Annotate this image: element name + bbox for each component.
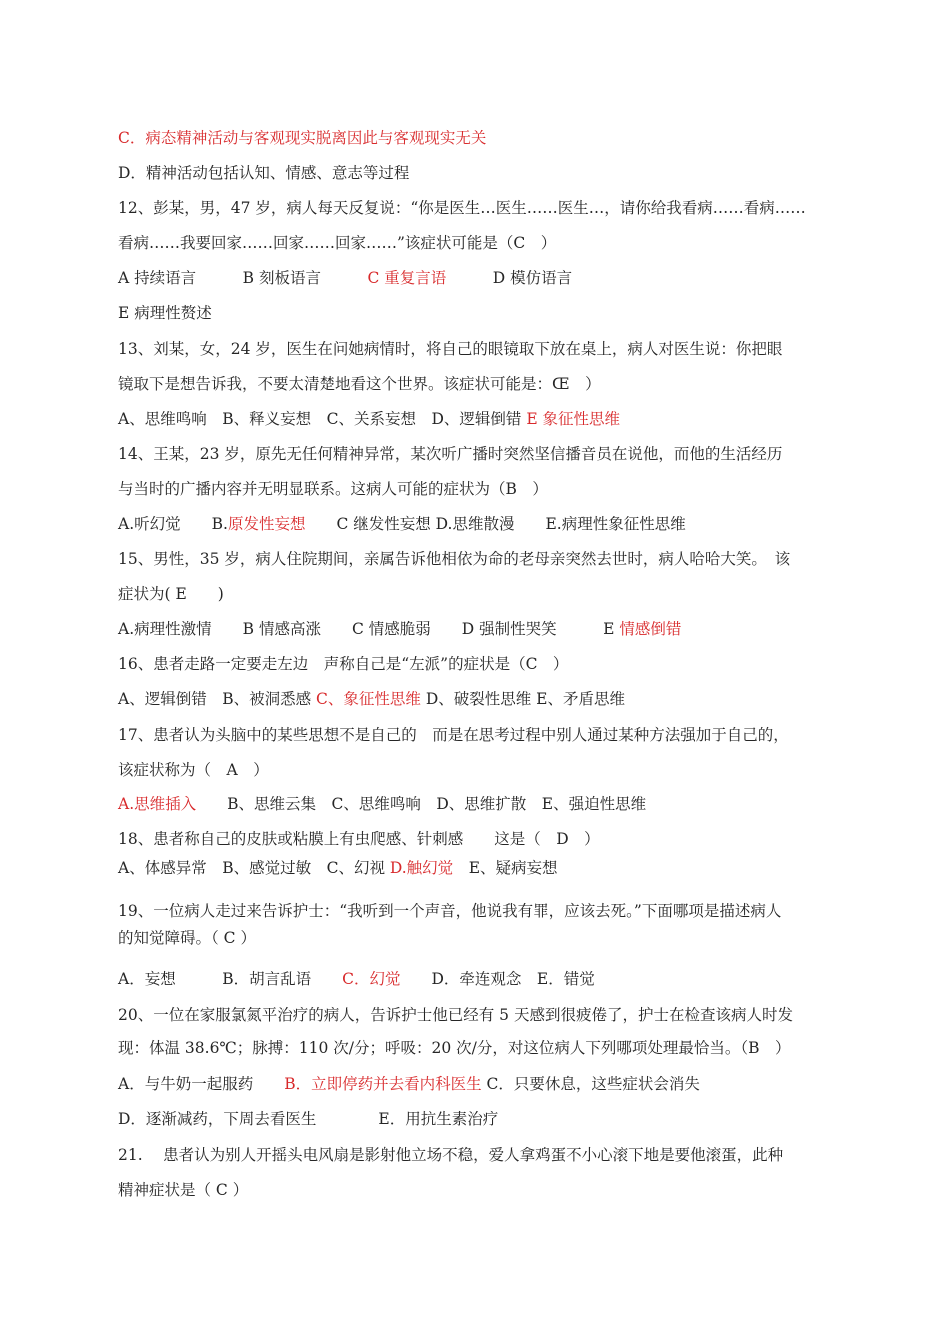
answer-highlight: C．病态精神活动与客观现实脱离因此与客观现实无关: [118, 129, 487, 147]
answer-highlight: B．立即停药并去看内科医生: [284, 1075, 482, 1093]
question-19-line-2: [118, 927, 256, 949]
text-segment: 现：体温 38.6℃；脉搏：110 次/分；呼吸：20 次/分，对这位病人下列哪项处理最恰当。（B ）: [118, 1039, 791, 1057]
question-14-options: [118, 513, 686, 535]
text-segment: D、破裂性思维 E、矛盾思维: [420, 690, 625, 708]
text-segment: D．逐渐减药，下周去看医生 E．用抗生素治疗: [118, 1110, 499, 1128]
text-segment: 镜取下是想告诉我，不要太清楚地看这个世界。该症状可能是：Œ ）: [118, 375, 601, 393]
question-12-options-1: [118, 267, 572, 289]
text-segment: 与当时的广播内容并无明显联系。这病人可能的症状为（B ）: [118, 480, 548, 498]
question-21-line-2: [118, 1179, 248, 1201]
option-c-line: [118, 127, 486, 149]
text-segment: A．妄想 B．胡言乱语: [118, 970, 343, 988]
question-13-line-2: [118, 373, 601, 395]
text-segment: 15、男性，35 岁，病人住院期间，亲属告诉他相依为命的老母亲突然去世时，病人哈哈大笑。 该: [118, 550, 791, 568]
text-segment: 20、一位在家服氯氮平治疗的病人，告诉护士他已经有 5 天感到很疲倦了，护士在检查该病人时发: [118, 1006, 793, 1024]
option-d-line: [118, 162, 409, 184]
question-18-options: [118, 857, 558, 879]
question-16-line: [118, 653, 568, 675]
text-segment: 看病……我要回家……回家……回家……”该症状可能是（C ）: [118, 234, 557, 252]
question-14-line-1: [118, 443, 782, 465]
answer-highlight: 原发性妄想: [227, 515, 306, 533]
text-segment: 精神症状是（ C ）: [118, 1181, 249, 1199]
question-20-line-2: [118, 1037, 791, 1059]
answer-highlight: E 象征性思维: [526, 410, 621, 428]
question-20-options-1: [118, 1073, 700, 1095]
text-segment: B、思维云集 C、思维鸣响 D、思维扩散 E、强迫性思维: [196, 795, 647, 813]
answer-highlight: D.触幻觉: [389, 859, 454, 877]
question-14-line-2: [118, 478, 548, 500]
question-16-options: [118, 688, 625, 710]
question-12-options-2: [118, 302, 212, 324]
question-17-line-1: [118, 724, 789, 746]
text-segment: C．只要休息，这些症状会消失: [481, 1075, 700, 1093]
question-15-line-1: [118, 548, 790, 570]
text-segment: A、体感异常 B、感觉过敏 C、幻视: [118, 859, 390, 877]
question-12-line-1: [118, 197, 806, 219]
text-segment: D．牵连观念 E．错觉: [400, 970, 595, 988]
text-segment: 12、彭某，男，47 岁，病人每天反复说：“你是医生…医生……医生…，请你给我看病……看病……: [118, 199, 806, 217]
answer-highlight: C、象征性思维: [316, 690, 421, 708]
text-segment: 13、刘某，女，24 岁，医生在问她病情时，将自己的眼镜取下放在桌上，病人对医生说：你把眼: [118, 340, 783, 358]
text-segment: A 持续语言 B 刻板语言: [118, 269, 368, 287]
question-15-line-2: [118, 583, 224, 605]
answer-highlight: C．幻觉: [342, 970, 401, 988]
text-segment: 18、患者称自己的皮肤或粘膜上有虫爬感、针刺感 这是（ D ）: [118, 830, 600, 848]
text-segment: 21. 患者认为别人开摇头电风扇是影射他立场不稳，爱人拿鸡蛋不小心滚下地是要他滚蛋，此种: [118, 1146, 784, 1164]
text-segment: A.病理性激情 B 情感高涨 C 情感脆弱 D 强制性哭笑 E: [118, 620, 620, 638]
answer-highlight: 情感倒错: [619, 620, 682, 638]
text-segment: 的知觉障碍。（ C ）: [118, 929, 256, 947]
question-17-line-2: [118, 759, 269, 781]
text-segment: 19、一位病人走过来告诉护士：“我听到一个声音，他说我有罪，应该去死。”下面哪项是描述病人: [118, 902, 782, 920]
text-segment: D 模仿语言: [446, 269, 573, 287]
text-segment: 14、王某，23 岁，原先无任何精神异常，某次听广播时突然坚信播音员在说他，而他的生活经历: [118, 445, 783, 463]
answer-highlight: A.思维插入: [118, 795, 197, 813]
question-15-options: [118, 618, 681, 640]
text-segment: A、思维鸣响 B、释义妄想 C、关系妄想 D、逻辑倒错: [118, 410, 527, 428]
text-segment: A.听幻觉 B.: [118, 515, 228, 533]
question-19-line-1: [118, 900, 781, 922]
question-17-options: [118, 793, 646, 815]
answer-highlight: C 重复言语: [367, 269, 447, 287]
text-segment: 该症状称为（ A ）: [118, 761, 269, 779]
question-12-line-2: [118, 232, 556, 254]
question-19-options: [118, 968, 595, 990]
text-segment: E、疑病妄想: [453, 859, 558, 877]
question-20-options-2: [118, 1108, 498, 1130]
question-13-options: [118, 408, 620, 430]
text-segment: E 病理性赘述: [118, 304, 212, 322]
question-13-line-1: [118, 338, 782, 360]
question-20-line-1: [118, 1004, 793, 1026]
question-18-line: [118, 828, 600, 850]
text-segment: 症状为( E ): [118, 585, 224, 603]
text-segment: 17、患者认为头脑中的某些思想不是自己的 而是在思考过程中别人通过某种方法强加于自己的，: [118, 726, 789, 744]
question-21-line-1: [118, 1144, 783, 1166]
text-segment: 16、患者走路一定要走左边 声称自己是“左派”的症状是（C ）: [118, 655, 569, 673]
text-segment: A、逻辑倒错 B、被洞悉感: [118, 690, 317, 708]
text-segment: D．精神活动包括认知、情感、意志等过程: [118, 164, 410, 182]
text-segment: A．与牛奶一起服药: [118, 1075, 285, 1093]
text-segment: C 继发性妄想 D.思维散漫 E.病理性象征性思维: [305, 515, 686, 533]
